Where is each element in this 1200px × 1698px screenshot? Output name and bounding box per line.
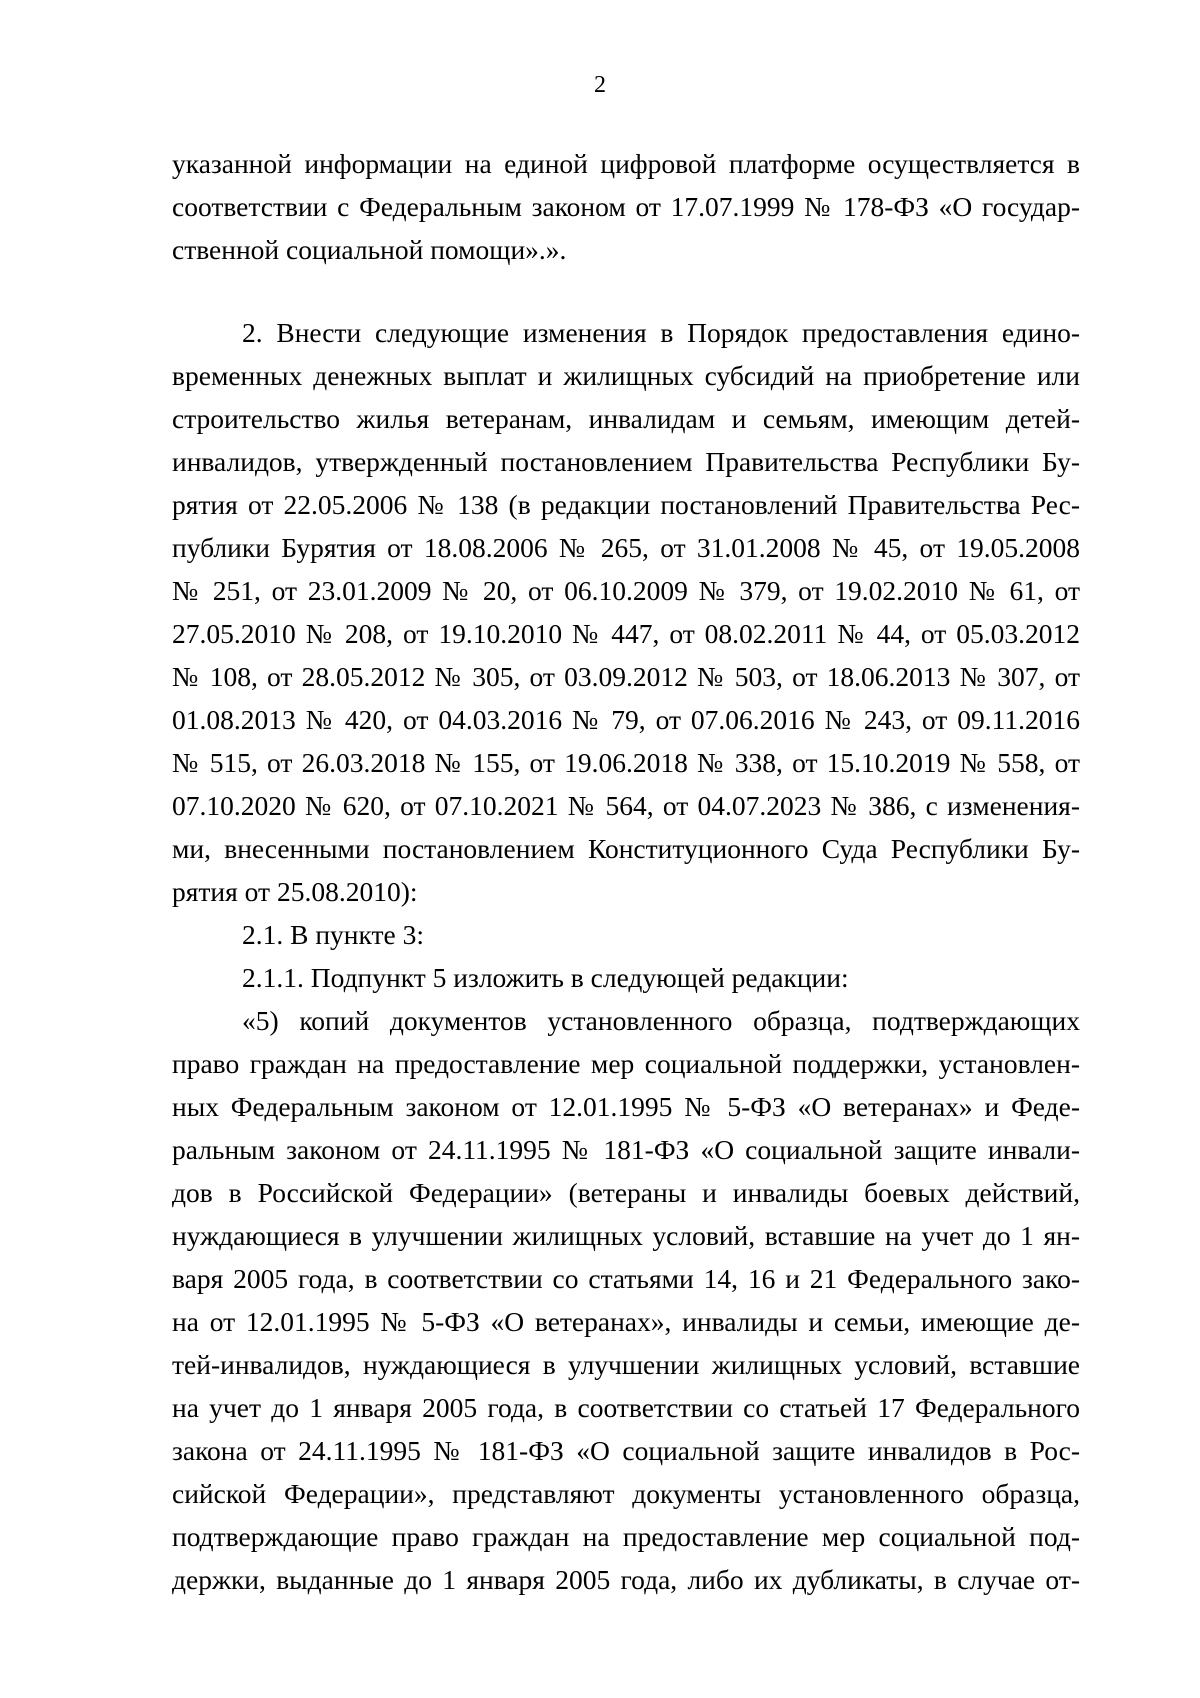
text-line: 2.1.1. Подпункт 5 изложить в следующей редакции: xyxy=(242,962,849,993)
text-line: варя 2005 года, в соответствии со статьями 14, 16 и 21 Федерального зако- xyxy=(172,1263,1080,1294)
text-line: рятия от 25.08.2010): xyxy=(172,876,418,907)
text-line: публики Бурятия от 18.08.2006 № 265, от 31.01.2008 № 45, от 19.05.2008 xyxy=(172,532,1080,563)
text-line: 07.10.2020 № 620, от 07.10.2021 № 564, от 04.07.2023 № 386, с изменения- xyxy=(172,790,1080,821)
text-line: временных денежных выплат и жилищных субсидий на приобретение или xyxy=(172,360,1080,391)
text-line: № 108, от 28.05.2012 № 305, от 03.09.2012 № 503, от 18.06.2013 № 307, от xyxy=(172,661,1080,692)
text-line: закона от 24.11.1995 № 181-ФЗ «О социальной защите инвалидов в Рос- xyxy=(172,1435,1080,1466)
text-line: сийской Федерации», представляют документы установленного образца, xyxy=(172,1478,1080,1509)
text-line: ных Федеральным законом от 12.01.1995 № 5-ФЗ «О ветеранах» и Феде- xyxy=(172,1091,1080,1122)
text-line: тей-инвалидов, нуждающиеся в улучшении жилищных условий, вставшие xyxy=(172,1349,1080,1380)
text-line: указанной информации на единой цифровой платформе осуществляется в xyxy=(172,148,1080,179)
text-line: 27.05.2010 № 208, от 19.10.2010 № 447, от 08.02.2011 № 44, от 05.03.2012 xyxy=(172,618,1080,649)
text-line: дов в Российской Федерации» (ветераны и инвалиды боевых действий, xyxy=(172,1177,1080,1208)
text-line: рятия от 22.05.2006 № 138 (в редакции постановлений Правительства Рес- xyxy=(172,489,1080,520)
text-line: ственной социальной помощи».». xyxy=(172,234,567,265)
text-line: держки, выданные до 1 января 2005 года, либо их дубликаты, в случае от- xyxy=(172,1564,1080,1595)
text-line: 01.08.2013 № 420, от 04.03.2016 № 79, от 07.06.2016 № 243, от 09.11.2016 xyxy=(172,704,1080,735)
text-line: ральным законом от 24.11.1995 № 181-ФЗ «О социальной защите инвали- xyxy=(172,1134,1080,1165)
text-line: подтверждающие право граждан на предоставление мер социальной под- xyxy=(172,1521,1080,1552)
text-line: «5) копий документов установленного образца, подтверждающих xyxy=(242,1005,1080,1036)
text-line: нуждающиеся в улучшении жилищных условий, вставшие на учет до 1 ян- xyxy=(172,1220,1080,1251)
page-number: 2 xyxy=(594,72,606,98)
text-line: 2. Внести следующие изменения в Порядок предоставления едино- xyxy=(242,317,1080,348)
text-line: инвалидов, утвержденный постановлением Правительства Республики Бу- xyxy=(172,446,1080,477)
text-line: на от 12.01.1995 № 5-ФЗ «О ветеранах», инвалиды и семьи, имеющие де- xyxy=(172,1306,1080,1337)
text-line: на учет до 1 января 2005 года, в соответствии со статьей 17 Федерального xyxy=(172,1392,1080,1423)
text-line: ми, внесенными постановлением Конституционного Суда Республики Бу- xyxy=(172,833,1080,864)
text-line: соответствии с Федеральным законом от 17.07.1999 № 178-ФЗ «О государ- xyxy=(172,191,1080,222)
text-line: строительство жилья ветеранам, инвалидам и семьям, имеющим детей- xyxy=(172,403,1080,434)
text-line: 2.1. В пункте 3: xyxy=(242,919,425,950)
text-line: право граждан на предоставление мер социальной поддержки, установлен- xyxy=(172,1048,1080,1079)
text-line: № 251, от 23.01.2009 № 20, от 06.10.2009 № 379, от 19.02.2010 № 61, от xyxy=(172,575,1080,606)
text-line: № 515, от 26.03.2018 № 155, от 19.06.2018 № 338, от 15.10.2019 № 558, от xyxy=(172,747,1080,778)
